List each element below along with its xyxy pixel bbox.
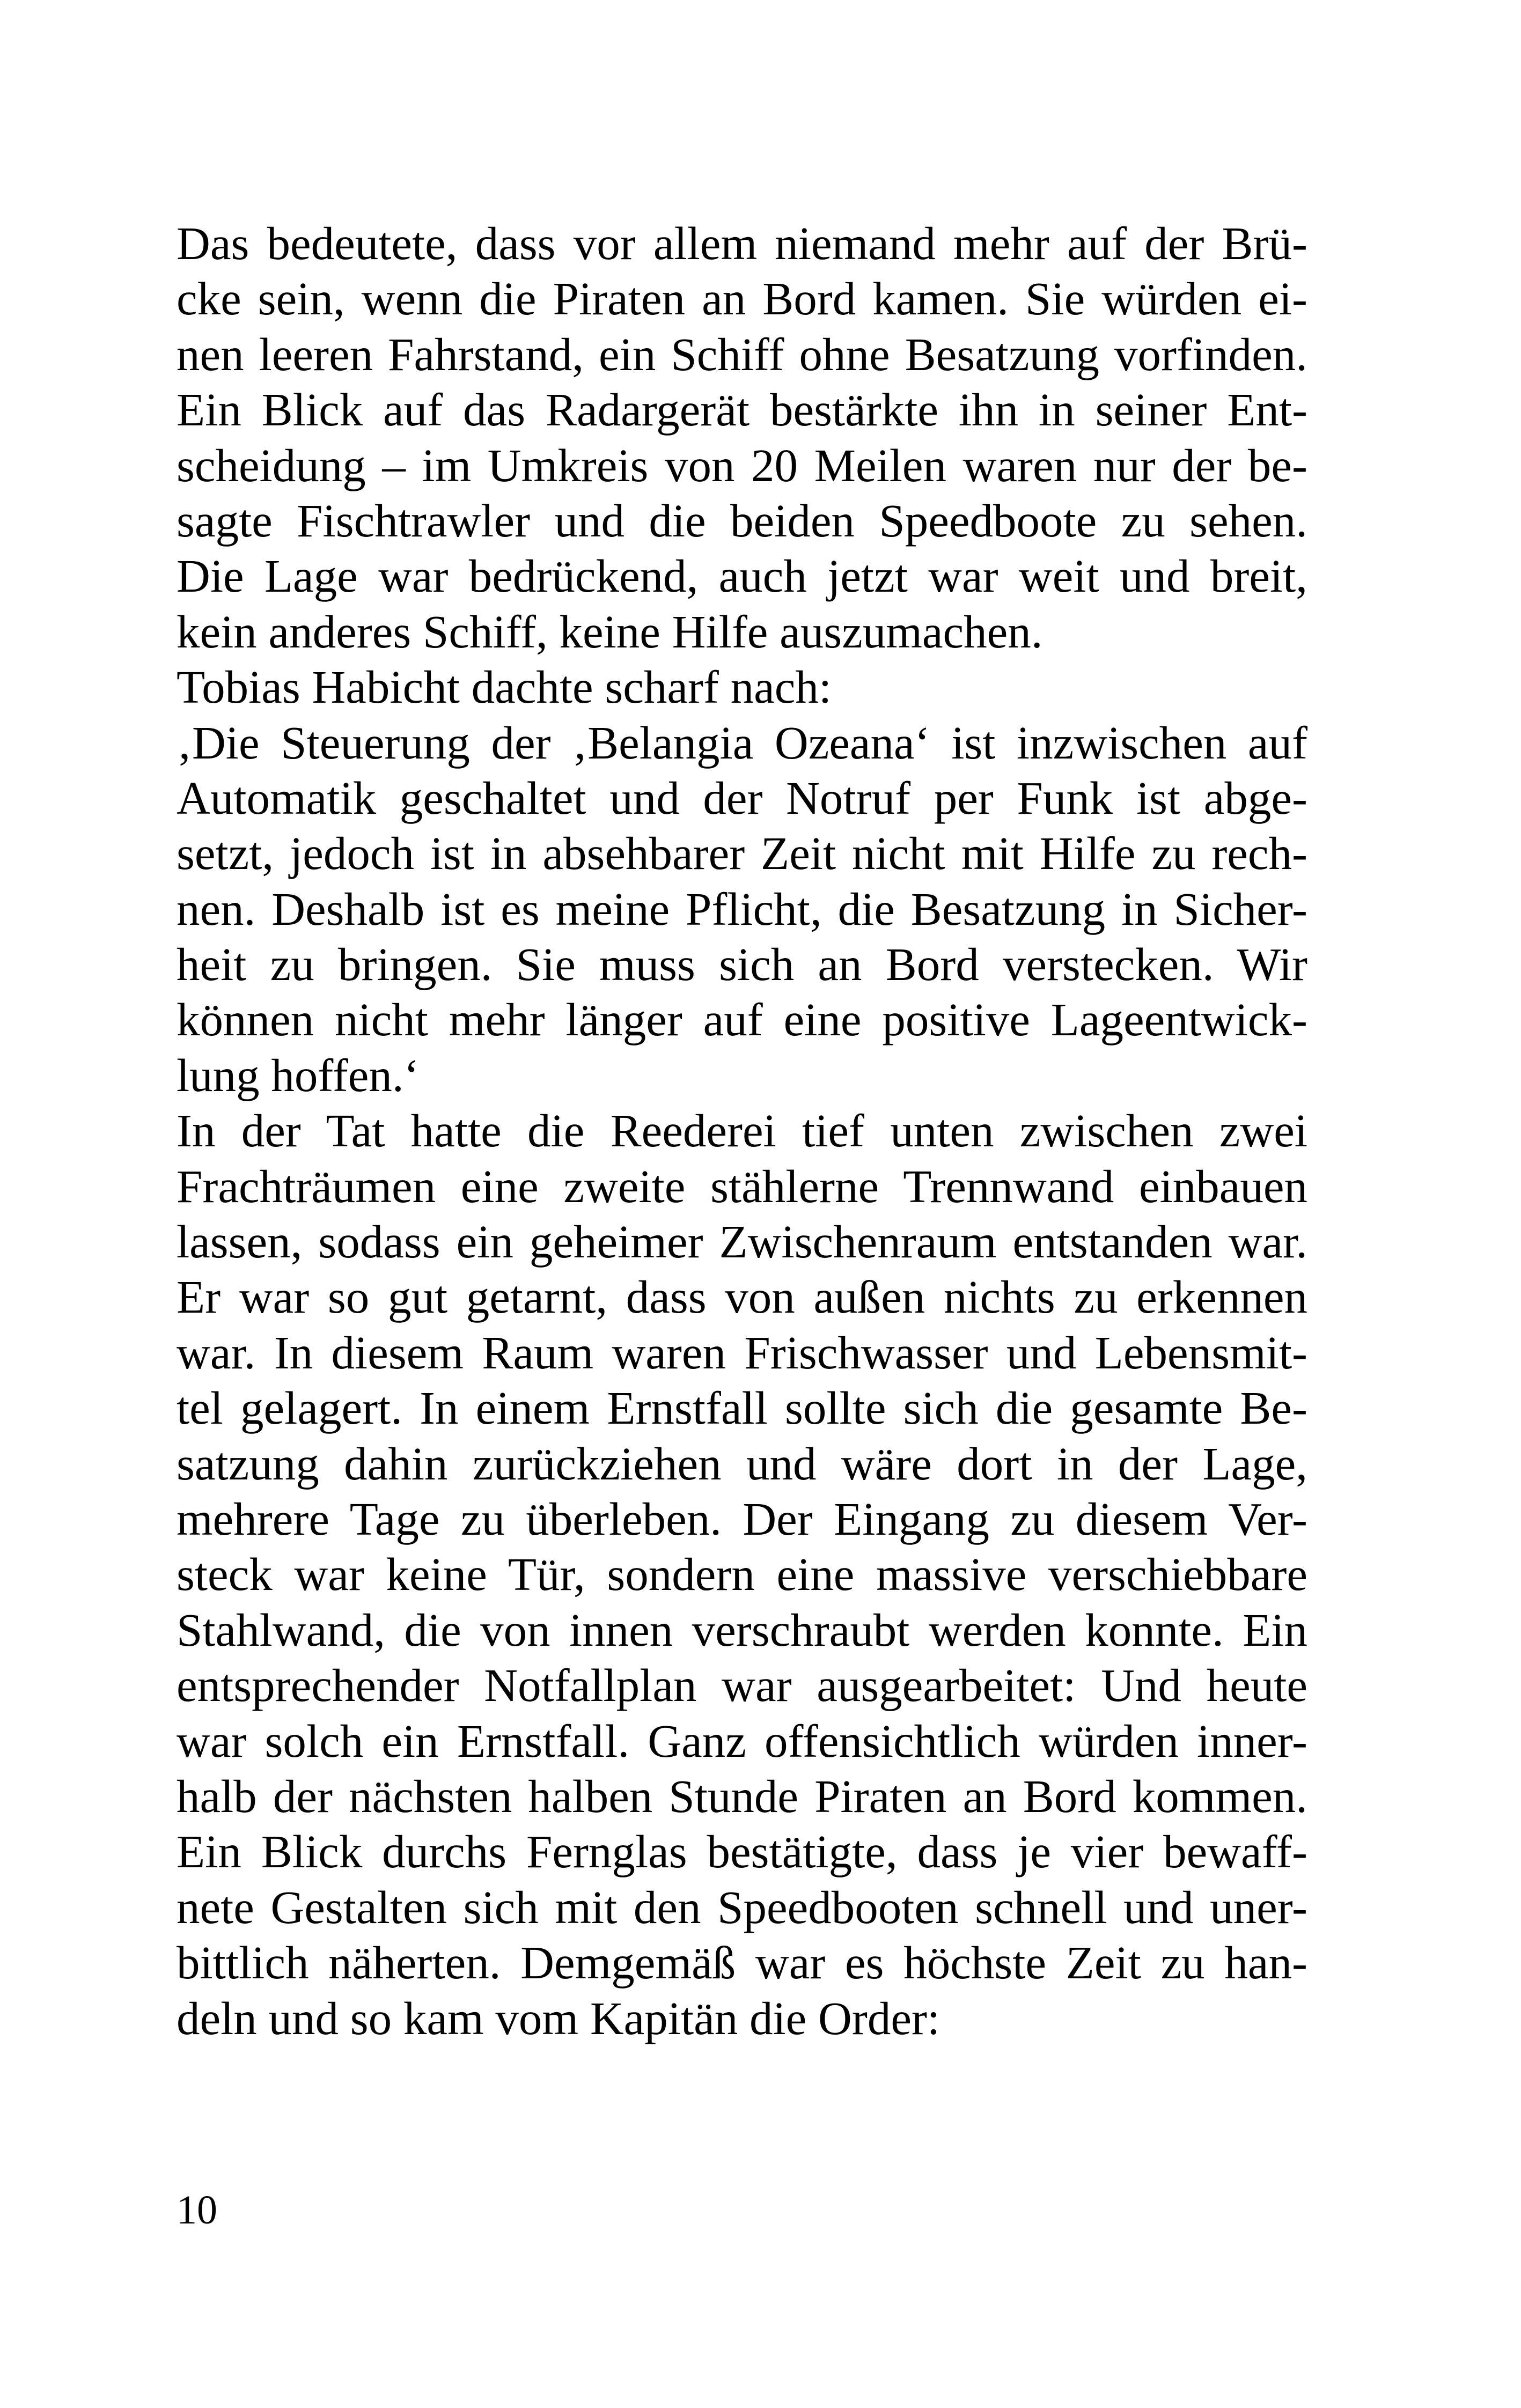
text-line: Frachträumen eine zweite stählerne Trennwand einbauen	[177, 1160, 1307, 1212]
text-line: lassen, sodass ein geheimer Zwischenraum entstanden war.	[177, 1216, 1307, 1268]
text-line: war solch ein Ernstfall. Ganz offensichtlich würden inner-	[177, 1714, 1307, 1767]
text-line: nen leeren Fahrstand, ein Schiff ohne Besatzung vorfinden.	[177, 328, 1307, 380]
text-line: lung hoffen.‘	[177, 1049, 420, 1101]
text-line: deln und so kam vom Kapitän die Order:	[177, 1992, 940, 2044]
page-number: 10	[177, 2188, 217, 2233]
text-line: cke sein, wenn die Piraten an Bord kamen. Sie würden ei-	[177, 273, 1307, 325]
text-line: Ein Blick durchs Fernglas bestätigte, dass je vier bewaff-	[177, 1825, 1307, 1878]
text-line: heit zu bringen. Sie muss sich an Bord verstecken. Wir	[177, 938, 1307, 991]
text-line: scheidung – im Umkreis von 20 Meilen waren nur der be-	[177, 439, 1307, 491]
text-line: steck war keine Tür, sondern eine massive verschiebbare	[177, 1548, 1307, 1601]
text-line: nen. Deshalb ist es meine Pflicht, die Besatzung in Sicher-	[177, 882, 1307, 935]
text-line: Er war so gut getarnt, dass von außen nichts zu erkennen	[177, 1271, 1307, 1323]
text-line: Das bedeutete, dass vor allem niemand mehr auf der Brü-	[177, 217, 1307, 269]
text-line: war. In diesem Raum waren Frischwasser und Lebensmit-	[177, 1326, 1307, 1379]
text-line: bittlich näherten. Demgemäß war es höchste Zeit zu han-	[177, 1936, 1307, 1989]
text-line: halb der nächsten halben Stunde Piraten an Bord kommen.	[177, 1770, 1307, 1822]
text-line: ‚Die Steuerung der ‚Belangia Ozeana‘ ist inzwischen auf	[177, 716, 1307, 769]
text-line: Ein Blick auf das Radargerät bestärkte ihn in seiner Ent-	[177, 384, 1307, 436]
text-line: Stahlwand, die von innen verschraubt werden konnte. Ein	[177, 1603, 1307, 1656]
text-line: entsprechender Notfallplan war ausgearbeitet: Und heute	[177, 1659, 1307, 1712]
body-text	[177, 216, 1307, 2046]
text-line: Automatik geschaltet und der Notruf per Funk ist abge-	[177, 771, 1307, 824]
text-line: In der Tat hatte die Reederei tief unten zwischen zwei	[177, 1104, 1307, 1157]
text-line: setzt, jedoch ist in absehbarer Zeit nicht mit Hilfe zu rech-	[177, 827, 1307, 880]
text-line: satzung dahin zurückziehen und wäre dort in der Lage,	[177, 1437, 1307, 1490]
text-line: mehrere Tage zu überleben. Der Eingang zu diesem Ver-	[177, 1492, 1307, 1545]
text-line: kein anderes Schiff, keine Hilfe auszumachen.	[177, 605, 1043, 658]
text-line: Tobias Habicht dachte scharf nach:	[177, 661, 832, 713]
text-line: können nicht mehr länger auf eine positive Lageentwick-	[177, 993, 1307, 1046]
text-line: sagte Fischtrawler und die beiden Speedboote zu sehen.	[177, 494, 1307, 547]
text-line: tel gelagert. In einem Ernstfall sollte sich die gesamte Be-	[177, 1382, 1307, 1434]
text-line: Die Lage war bedrückend, auch jetzt war weit und breit,	[177, 550, 1307, 602]
text-line: nete Gestalten sich mit den Speedbooten schnell und uner-	[177, 1881, 1307, 1933]
